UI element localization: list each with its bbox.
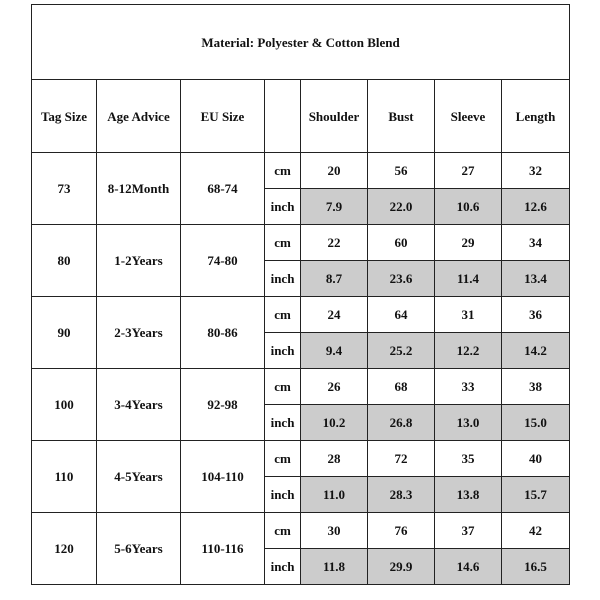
header-sleeve: Sleeve (435, 80, 502, 153)
bust-inch-cell: 26.8 (368, 405, 435, 441)
tag-size-cell: 80 (32, 225, 97, 297)
size-chart (31, 4, 569, 594)
size-row-cm (32, 225, 570, 261)
header-shoulder: Shoulder (301, 80, 368, 153)
unit-label-inch: inch (265, 405, 301, 441)
bust-inch-cell: 29.9 (368, 549, 435, 585)
age-advice-cell: 8-12Month (97, 153, 181, 225)
bust-cm-cell: 76 (368, 513, 435, 549)
bust-inch-cell: 25.2 (368, 333, 435, 369)
shoulder-inch-cell: 9.4 (301, 333, 368, 369)
age-advice-cell: 5-6Years (97, 513, 181, 585)
header-age-advice: Age Advice (97, 80, 181, 153)
bust-cm-cell: 56 (368, 153, 435, 189)
unit-label-cm: cm (265, 513, 301, 549)
header-row (32, 80, 570, 153)
bust-cm-cell: 64 (368, 297, 435, 333)
shoulder-inch-cell: 7.9 (301, 189, 368, 225)
sleeve-inch-cell: 10.6 (435, 189, 502, 225)
size-row-cm (32, 441, 570, 477)
length-cm-cell: 42 (502, 513, 570, 549)
length-cm-cell: 38 (502, 369, 570, 405)
bust-inch-cell: 28.3 (368, 477, 435, 513)
shoulder-inch-cell: 11.8 (301, 549, 368, 585)
header-tag-size: Tag Size (32, 80, 97, 153)
bust-cm-cell: 72 (368, 441, 435, 477)
unit-label-cm: cm (265, 225, 301, 261)
eu-size-cell: 110-116 (181, 513, 265, 585)
material-title: Material: Polyester & Cotton Blend (32, 5, 570, 80)
unit-label-cm: cm (265, 441, 301, 477)
sleeve-cm-cell: 33 (435, 369, 502, 405)
sleeve-cm-cell: 31 (435, 297, 502, 333)
sleeve-inch-cell: 14.6 (435, 549, 502, 585)
unit-label-inch: inch (265, 549, 301, 585)
unit-label-inch: inch (265, 477, 301, 513)
bust-cm-cell: 68 (368, 369, 435, 405)
unit-label-inch: inch (265, 333, 301, 369)
length-inch-cell: 12.6 (502, 189, 570, 225)
length-cm-cell: 32 (502, 153, 570, 189)
age-advice-cell: 1-2Years (97, 225, 181, 297)
length-inch-cell: 13.4 (502, 261, 570, 297)
shoulder-cm-cell: 26 (301, 369, 368, 405)
sleeve-inch-cell: 12.2 (435, 333, 502, 369)
shoulder-inch-cell: 11.0 (301, 477, 368, 513)
unit-label-cm: cm (265, 297, 301, 333)
tag-size-cell: 90 (32, 297, 97, 369)
unit-label-inch: inch (265, 261, 301, 297)
shoulder-cm-cell: 22 (301, 225, 368, 261)
unit-label-cm: cm (265, 153, 301, 189)
shoulder-cm-cell: 28 (301, 441, 368, 477)
length-cm-cell: 36 (502, 297, 570, 333)
shoulder-inch-cell: 8.7 (301, 261, 368, 297)
shoulder-cm-cell: 24 (301, 297, 368, 333)
header-length: Length (502, 80, 570, 153)
bust-inch-cell: 23.6 (368, 261, 435, 297)
sleeve-cm-cell: 37 (435, 513, 502, 549)
shoulder-cm-cell: 30 (301, 513, 368, 549)
eu-size-cell: 74-80 (181, 225, 265, 297)
tag-size-cell: 73 (32, 153, 97, 225)
eu-size-cell: 104-110 (181, 441, 265, 513)
sleeve-inch-cell: 11.4 (435, 261, 502, 297)
size-row-cm (32, 297, 570, 333)
eu-size-cell: 68-74 (181, 153, 265, 225)
size-row-cm (32, 369, 570, 405)
length-inch-cell: 16.5 (502, 549, 570, 585)
bust-inch-cell: 22.0 (368, 189, 435, 225)
header-unit (265, 80, 301, 153)
size-row-cm (32, 513, 570, 549)
header-bust: Bust (368, 80, 435, 153)
length-cm-cell: 40 (502, 441, 570, 477)
age-advice-cell: 2-3Years (97, 297, 181, 369)
eu-size-cell: 80-86 (181, 297, 265, 369)
tag-size-cell: 100 (32, 369, 97, 441)
length-inch-cell: 14.2 (502, 333, 570, 369)
length-cm-cell: 34 (502, 225, 570, 261)
bust-cm-cell: 60 (368, 225, 435, 261)
sleeve-inch-cell: 13.0 (435, 405, 502, 441)
unit-label-inch: inch (265, 189, 301, 225)
tag-size-cell: 120 (32, 513, 97, 585)
sleeve-inch-cell: 13.8 (435, 477, 502, 513)
length-inch-cell: 15.7 (502, 477, 570, 513)
shoulder-inch-cell: 10.2 (301, 405, 368, 441)
age-advice-cell: 4-5Years (97, 441, 181, 513)
age-advice-cell: 3-4Years (97, 369, 181, 441)
unit-label-cm: cm (265, 369, 301, 405)
eu-size-cell: 92-98 (181, 369, 265, 441)
header-eu-size: EU Size (181, 80, 265, 153)
sleeve-cm-cell: 29 (435, 225, 502, 261)
shoulder-cm-cell: 20 (301, 153, 368, 189)
size-chart-table (31, 4, 570, 585)
sleeve-cm-cell: 27 (435, 153, 502, 189)
length-inch-cell: 15.0 (502, 405, 570, 441)
sleeve-cm-cell: 35 (435, 441, 502, 477)
size-row-cm (32, 153, 570, 189)
tag-size-cell: 110 (32, 441, 97, 513)
